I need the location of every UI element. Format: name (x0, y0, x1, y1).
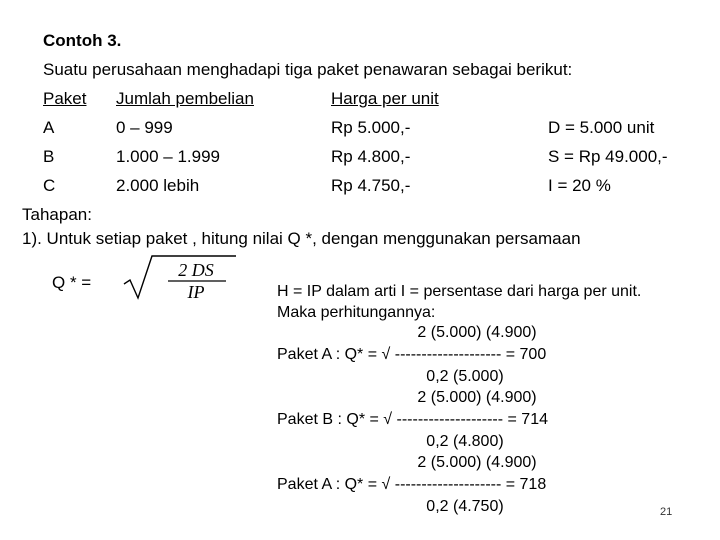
explanation-line-1: H = IP dalam arti I = persentase dari harga per unit. (277, 283, 642, 300)
param-demand: D = 5.000 unit (548, 118, 655, 137)
calc-numerator: 2 (5.000) (4.900) (417, 454, 537, 471)
step-1-text: 1). Untuk setiap paket , hitung nilai Q *, dengan menggunakan persamaan (22, 229, 581, 248)
table-cell-jumlah: 2.000 lebih (116, 176, 200, 195)
table-header-harga: Harga per unit (331, 89, 439, 108)
table-cell-harga: Rp 4.750,- (331, 176, 411, 195)
param-holding-rate: I = 20 % (548, 176, 611, 195)
formula-lhs: Q * = (52, 273, 92, 292)
explanation-line-2: Maka perhitungannya: (277, 304, 436, 321)
param-setup-cost: S = Rp 49.000,- (548, 147, 668, 166)
calc-equation: Paket A : Q* = √ -------------------- = 700 (277, 346, 547, 363)
tahapan-label: Tahapan: (22, 205, 92, 224)
formula-denominator: IP (187, 282, 205, 302)
table-cell-paket: C (43, 176, 56, 195)
table-header-jumlah: Jumlah pembelian (116, 89, 254, 108)
table-header-paket: Paket (43, 89, 87, 108)
page-number: 21 (660, 506, 673, 518)
table-cell-paket: B (43, 147, 55, 166)
calc-equation: Paket A : Q* = √ -------------------- = 718 (277, 476, 547, 493)
calc-numerator: 2 (5.000) (4.900) (417, 324, 537, 341)
table-cell-harga: Rp 4.800,- (331, 147, 411, 166)
table-cell-paket: A (43, 118, 55, 137)
calc-denominator: 0,2 (5.000) (426, 368, 504, 385)
intro-text: Suatu perusahaan menghadapi tiga paket penawaran sebagai berikut: (43, 60, 573, 79)
calc-denominator: 0,2 (4.800) (426, 433, 504, 450)
calc-numerator: 2 (5.000) (4.900) (417, 389, 537, 406)
calc-denominator: 0,2 (4.750) (426, 498, 504, 515)
eoq-formula (118, 254, 238, 302)
calc-equation: Paket B : Q* = √ -------------------- = 714 (277, 411, 548, 428)
table-cell-jumlah: 1.000 – 1.999 (116, 147, 220, 166)
table-cell-jumlah: 0 – 999 (116, 118, 173, 137)
table-cell-harga: Rp 5.000,- (331, 118, 411, 137)
formula-numerator: 2 DS (178, 260, 214, 280)
slide-title: Contoh 3. (43, 31, 122, 50)
